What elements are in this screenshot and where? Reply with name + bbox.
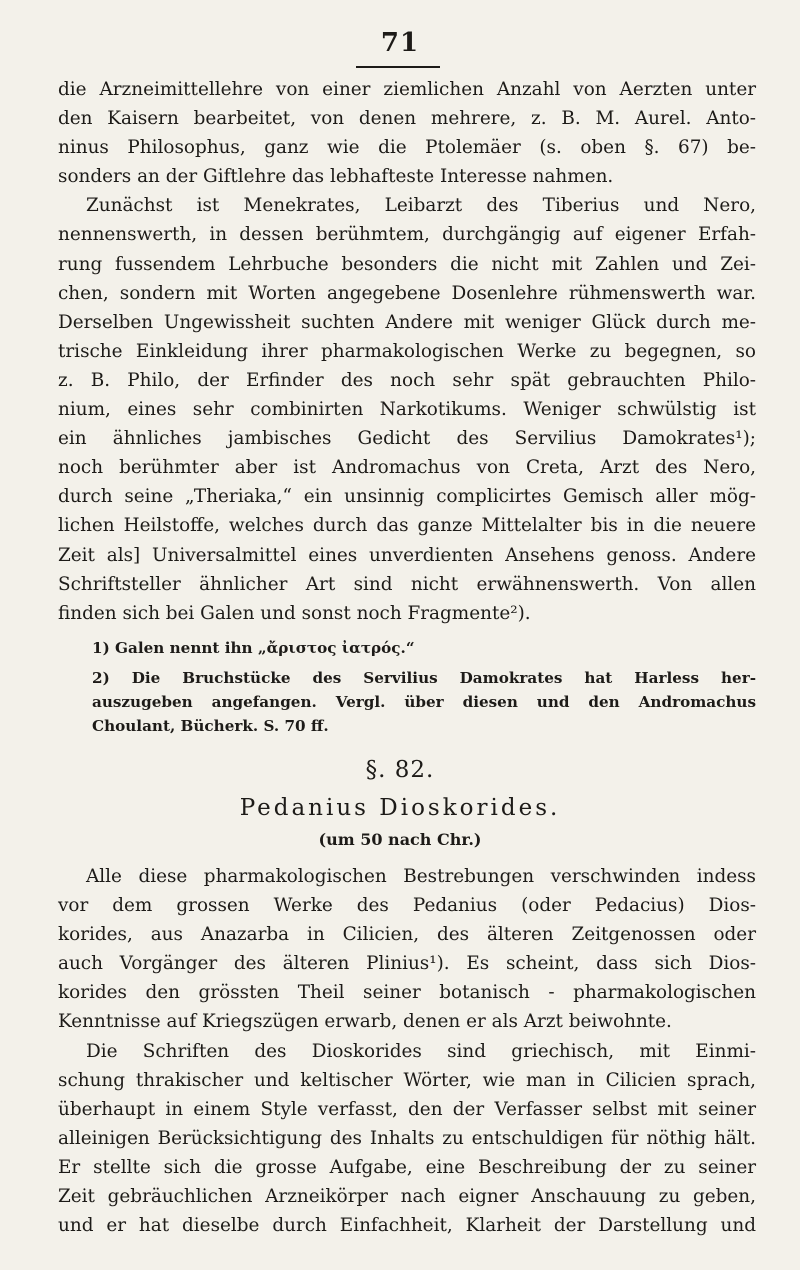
text-line: und er hat dieselbe durch Einfachheit, Klarheit der Darstellung und bbox=[58, 1215, 756, 1237]
text-line: z. B. Philo, der Erfinder des noch sehr spät gebrauchten Philo- bbox=[58, 369, 756, 391]
text-line: Alle diese pharmakologischen Bestrebungen verschwinden indess bbox=[86, 866, 756, 887]
text-line: den Kaisern bearbeitet, von denen mehrere, z. B. M. Aurel. Anto- bbox=[58, 108, 756, 130]
text-line: Zunächst ist Menekrates, Leibarzt des Tiberius und Nero, bbox=[86, 195, 756, 217]
text-line: chen, sondern mit Worten angegebene Dosenlehre rühmenswerth war. bbox=[58, 282, 756, 304]
text-line: Die Schriften des Dioskorides sind griechisch, mit Einmi- bbox=[86, 1040, 756, 1062]
footnote-2 bbox=[66, 666, 756, 738]
text-line: vor dem grossen Werke des Pedanius (oder Pedacius) Dios- bbox=[58, 895, 756, 917]
section-date: (um 50 nach Chr.) bbox=[318, 830, 482, 849]
text-line: lichen Heilstoffe, welches durch das ganze Mittelalter bis in die neuere bbox=[58, 515, 756, 537]
text-line: Zeit gebräuchlichen Arzneikörper nach eigner Anschauung zu geben, bbox=[58, 1186, 756, 1208]
page-number: 71 bbox=[380, 28, 420, 58]
text-line: überhaupt in einem Style verfasst, den der Verfasser selbst mit seiner bbox=[58, 1098, 756, 1120]
section-title: Pedanius Dioskorides. bbox=[239, 795, 561, 821]
text-line: durch seine „Theriaka,“ ein unsinnig complicirtes Gemisch aller mög- bbox=[58, 486, 756, 508]
section-number: §. 82. bbox=[365, 757, 435, 783]
text-line: Kenntnisse auf Kriegszügen erwarb, denen er als Arzt beiwohnte. bbox=[58, 1011, 672, 1033]
text-line: ein ähnliches jambisches Gedicht des Servilius Damokrates¹); bbox=[58, 428, 756, 450]
text-line: nennenswerth, in dessen berühmtem, durchgängig auf eigener Erfah- bbox=[58, 224, 756, 246]
text-line: noch berühmter aber ist Andromachus von Creta, Arzt des Nero, bbox=[58, 457, 756, 479]
text-line: trische Einkleidung ihrer pharmakologischen Werke zu begegnen, so bbox=[58, 340, 756, 362]
footnote-line: 1) Galen nennt ihn „ἄριστος ἰατρός.“ bbox=[92, 639, 415, 657]
footnote-line: Choulant, Bücherk. S. 70 ff. bbox=[92, 717, 329, 735]
footnote-line: 2) Die Bruchstücke des Servilius Damokrates hat Harless her- bbox=[92, 669, 756, 687]
text-line: Zeit als] Universalmittel eines unverdienten Ansehens genoss. Andere bbox=[58, 544, 756, 566]
text-line: auch Vorgänger des älteren Plinius¹). Es scheint, dass sich Dios- bbox=[58, 953, 756, 975]
text-line: korides den grössten Theil seiner botanisch - pharmakologischen bbox=[58, 982, 756, 1004]
text-line: ninus Philosophus, ganz wie die Ptolemäer (s. oben §. 67) be- bbox=[58, 137, 756, 159]
text-line: Schriftsteller ähnlicher Art sind nicht erwähnenswerth. Von allen bbox=[58, 573, 756, 595]
text-line: die Arzneimittellehre von einer ziemlichen Anzahl von Aerzten unter bbox=[58, 79, 756, 100]
text-block-top bbox=[58, 75, 756, 628]
text-line: korides, aus Anazarba in Cilicien, des älteren Zeitgenossen oder bbox=[58, 924, 756, 946]
text-line: alleinigen Berücksichtigung des Inhalts zu entschuldigen für nöthig hält. bbox=[58, 1127, 756, 1149]
page-number-rule bbox=[356, 66, 440, 68]
text-line: Er stellte sich die grosse Aufgabe, eine Beschreibung der zu seiner bbox=[58, 1156, 756, 1178]
text-block-bottom bbox=[58, 862, 756, 1240]
text-line: Derselben Ungewissheit suchten Andere mit weniger Glück durch me- bbox=[58, 311, 756, 333]
text-line: schung thrakischer und keltischer Wörter, wie man in Cilicien sprach, bbox=[58, 1069, 756, 1091]
text-line: nium, eines sehr combinirten Narkotikums. Weniger schwülstig ist bbox=[58, 399, 756, 421]
text-line: sonders an der Giftlehre das lebhafteste Interesse nahmen. bbox=[58, 166, 614, 188]
footnote-line: auszugeben angefangen. Vergl. über diesen und den Andromachus bbox=[92, 693, 756, 711]
text-line: finden sich bei Galen und sonst noch Fragmente²). bbox=[58, 602, 531, 624]
footnote-1 bbox=[66, 636, 756, 660]
text-line: rung fussendem Lehrbuche besonders die nicht mit Zahlen und Zei- bbox=[58, 253, 756, 275]
